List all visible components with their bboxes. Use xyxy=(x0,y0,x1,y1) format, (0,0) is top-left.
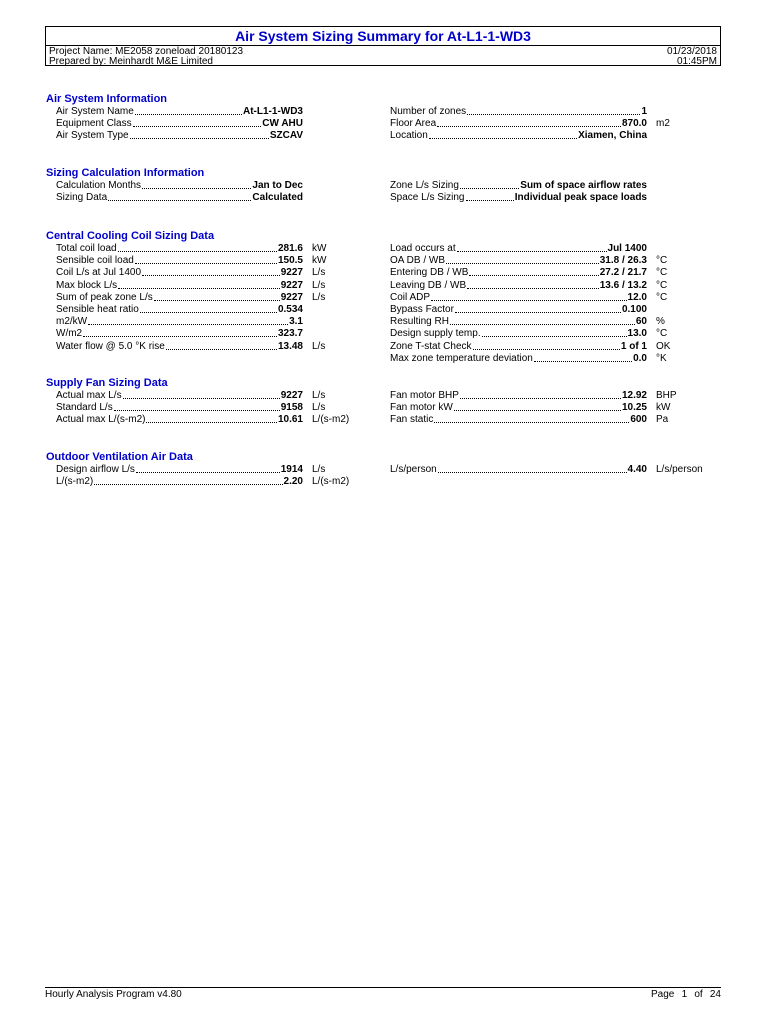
dot-leader xyxy=(166,349,277,350)
dot-leader xyxy=(482,336,627,337)
field-row xyxy=(390,292,647,304)
dot-leader xyxy=(438,472,627,473)
field-value: Individual peak space loads xyxy=(514,192,647,204)
field-value: 1 of 1 xyxy=(620,340,647,352)
dot-leader xyxy=(450,324,635,325)
project-name: Project Name: ME2058 zoneload 20180123 xyxy=(49,46,244,57)
field-row xyxy=(390,118,647,130)
dot-leader xyxy=(142,275,280,276)
field-label: Actual max L/s xyxy=(56,390,122,401)
field-unit: m2 xyxy=(656,118,670,130)
field-value: 60 xyxy=(635,316,647,328)
field-label: Max block L/s xyxy=(56,279,118,291)
dot-leader xyxy=(460,188,519,189)
dot-leader xyxy=(457,251,607,252)
page-number: 1 xyxy=(681,989,688,1000)
field-unit: L/(s-m2) xyxy=(312,476,350,488)
dot-leader xyxy=(142,188,251,189)
dot-leader xyxy=(467,288,599,289)
field-value: 27.2 / 21.7 xyxy=(599,267,647,279)
field-label: Zone L/s Sizing xyxy=(390,180,459,191)
section-title: Air System Information xyxy=(46,93,168,105)
page-total: 24 xyxy=(709,989,721,1000)
field-unit: kW xyxy=(656,402,671,414)
field-value: 13.48 xyxy=(277,340,303,352)
field-label: Location xyxy=(390,130,428,142)
field-unit: kW xyxy=(312,243,327,254)
field-row xyxy=(56,180,303,192)
field-label: Design supply temp. xyxy=(390,328,481,340)
report-time: 01:45PM xyxy=(676,56,717,67)
field-row xyxy=(390,280,647,292)
field-label: L/(s-m2) xyxy=(56,476,94,488)
field-label: Load occurs at xyxy=(390,243,456,254)
field-row xyxy=(56,118,303,130)
field-label: OA DB / WB xyxy=(390,255,446,267)
field-unit: L/s/person xyxy=(656,464,703,475)
dot-leader xyxy=(146,422,277,423)
dot-leader xyxy=(467,114,640,115)
page-of: of xyxy=(694,989,703,1000)
field-value: SZCAV xyxy=(269,130,303,142)
field-label: Resulting RH xyxy=(390,316,449,328)
field-unit: °C xyxy=(656,267,668,279)
field-value: 9227 xyxy=(280,279,303,291)
field-row xyxy=(56,316,303,328)
field-value: 9227 xyxy=(280,291,303,303)
field-unit: OK xyxy=(656,340,671,352)
field-label: Floor Area xyxy=(390,118,437,130)
field-value: At-L1-1-WD3 xyxy=(243,106,303,117)
dot-leader xyxy=(466,200,514,201)
field-label: Water flow @ 5.0 °K rise xyxy=(56,340,165,352)
section-title: Central Cooling Coil Sizing Data xyxy=(46,230,215,242)
dot-leader xyxy=(437,126,621,127)
dot-leader xyxy=(123,398,280,399)
field-label: Actual max L/(s-m2) xyxy=(56,414,146,426)
field-value: 13.0 xyxy=(627,328,647,340)
field-row xyxy=(390,192,647,204)
field-row xyxy=(390,328,647,340)
field-label: W/m2 xyxy=(56,328,83,340)
section-title: Supply Fan Sizing Data xyxy=(46,377,168,389)
field-label: Sum of peak zone L/s xyxy=(56,291,153,303)
field-row xyxy=(390,130,647,142)
field-unit: L/s xyxy=(312,402,326,414)
field-value: 9227 xyxy=(280,267,303,279)
field-row xyxy=(56,476,303,488)
field-row xyxy=(56,255,303,267)
field-row xyxy=(390,106,647,118)
field-unit: L/s xyxy=(312,291,326,303)
field-label: m2/kW xyxy=(56,316,88,328)
dot-leader xyxy=(88,324,288,325)
dot-leader xyxy=(154,300,280,301)
field-row xyxy=(56,414,303,426)
field-unit: L/s xyxy=(312,464,326,475)
field-row xyxy=(390,304,647,316)
field-value: Jan to Dec xyxy=(252,180,303,191)
field-label: Fan static xyxy=(390,414,434,426)
field-unit: °K xyxy=(656,352,667,364)
dot-leader xyxy=(429,138,577,139)
field-unit: L/s xyxy=(312,279,326,291)
field-label: Fan motor BHP xyxy=(390,390,459,401)
dot-leader xyxy=(118,288,280,289)
field-label: Space L/s Sizing xyxy=(390,192,465,204)
field-label: L/s/person xyxy=(390,464,437,475)
field-value: 0.534 xyxy=(277,304,303,315)
field-row xyxy=(56,304,303,316)
section-title: Outdoor Ventilation Air Data xyxy=(46,451,193,463)
section-title: Sizing Calculation Information xyxy=(46,167,205,179)
field-label: Total coil load xyxy=(56,243,117,254)
dot-leader xyxy=(114,410,280,411)
field-unit: °C xyxy=(656,328,668,340)
field-label: Number of zones xyxy=(390,106,467,117)
field-value: 3.1 xyxy=(289,316,303,328)
field-unit: % xyxy=(656,316,665,328)
field-row xyxy=(56,243,303,255)
field-unit: °C xyxy=(656,279,668,291)
dot-leader xyxy=(473,349,620,350)
field-unit: L/s xyxy=(312,340,326,352)
dot-leader xyxy=(135,263,277,264)
field-row xyxy=(56,390,303,402)
field-row xyxy=(56,292,303,304)
field-label: Equipment Class xyxy=(56,118,132,130)
field-row xyxy=(56,267,303,279)
field-value: 13.6 / 13.2 xyxy=(599,279,647,291)
field-value: Sum of space airflow rates xyxy=(520,180,647,191)
field-row xyxy=(56,341,303,353)
field-row xyxy=(390,267,647,279)
field-row xyxy=(390,353,647,365)
field-value: 281.6 xyxy=(277,243,303,254)
page-label: Page xyxy=(651,989,675,1000)
field-value: 12.0 xyxy=(627,291,647,303)
program-name: Hourly Analysis Program v4.80 xyxy=(45,989,182,1000)
field-value: 2.20 xyxy=(283,476,303,488)
dot-leader xyxy=(94,484,282,485)
field-row xyxy=(390,341,647,353)
report-header xyxy=(45,26,721,66)
field-value: Calculated xyxy=(252,192,303,204)
dot-leader xyxy=(135,114,242,115)
field-value: 0.0 xyxy=(633,352,647,364)
dot-leader xyxy=(469,275,598,276)
field-row xyxy=(56,328,303,340)
dot-leader xyxy=(534,361,632,362)
field-row xyxy=(390,255,647,267)
field-value: 12.92 xyxy=(621,390,647,401)
field-row xyxy=(56,280,303,292)
field-unit: BHP xyxy=(656,390,677,401)
field-unit: L/(s-m2) xyxy=(312,414,350,426)
dot-leader xyxy=(83,336,277,337)
field-row xyxy=(56,402,303,414)
field-row xyxy=(390,243,647,255)
field-row xyxy=(390,316,647,328)
page-indicator xyxy=(651,989,721,1000)
field-label: Calculation Months xyxy=(56,180,142,191)
dot-leader xyxy=(455,312,621,313)
dot-leader xyxy=(140,312,277,313)
field-value: 150.5 xyxy=(277,255,303,267)
field-label: Entering DB / WB xyxy=(390,267,469,279)
dot-leader xyxy=(446,263,599,264)
dot-leader xyxy=(136,472,280,473)
field-value: 323.7 xyxy=(277,328,303,340)
field-unit: °C xyxy=(656,255,668,267)
field-unit: L/s xyxy=(312,390,326,401)
dot-leader xyxy=(133,126,262,127)
field-value: 1914 xyxy=(280,464,303,475)
field-value: 31.8 / 26.3 xyxy=(599,255,647,267)
dot-leader xyxy=(431,300,627,301)
field-unit: kW xyxy=(312,255,327,267)
field-label: Sizing Data xyxy=(56,192,108,204)
field-value: 0.100 xyxy=(621,304,647,315)
field-row xyxy=(390,180,647,192)
field-value: 10.25 xyxy=(621,402,647,414)
field-row xyxy=(56,464,303,476)
field-label: Air System Type xyxy=(56,130,129,142)
field-label: Sensible heat ratio xyxy=(56,304,139,315)
field-row xyxy=(390,402,647,414)
field-label: Sensible coil load xyxy=(56,255,134,267)
field-value: 9158 xyxy=(280,402,303,414)
prepared-by: Prepared by: Meinhardt M&E Limited xyxy=(49,56,213,67)
dot-leader xyxy=(108,200,251,201)
dot-leader xyxy=(130,138,269,139)
field-row xyxy=(56,192,303,204)
dot-leader xyxy=(434,422,629,423)
dot-leader xyxy=(454,410,621,411)
field-value: 9227 xyxy=(280,390,303,401)
field-value: Xiamen, China xyxy=(578,130,647,142)
report-title: Air System Sizing Summary for At-L1-1-WD3 xyxy=(235,28,531,44)
field-unit: L/s xyxy=(312,267,326,279)
field-label: Leaving DB / WB xyxy=(390,279,467,291)
field-row xyxy=(390,414,647,426)
dot-leader xyxy=(460,398,621,399)
dot-leader xyxy=(118,251,277,252)
field-label: Air System Name xyxy=(56,106,134,117)
field-value: 10.61 xyxy=(277,414,303,426)
field-label: Design airflow L/s xyxy=(56,464,135,475)
field-unit: Pa xyxy=(656,414,669,426)
field-row xyxy=(390,390,647,402)
field-row xyxy=(56,130,303,142)
field-value: 4.40 xyxy=(627,464,647,475)
field-label: Coil ADP xyxy=(390,291,431,303)
footer-divider xyxy=(45,987,721,988)
field-label: Max zone temperature deviation xyxy=(390,352,533,364)
field-label: Fan motor kW xyxy=(390,402,453,414)
field-value: CW AHU xyxy=(262,118,303,130)
field-value: 600 xyxy=(630,414,647,426)
field-value: 870.0 xyxy=(621,118,647,130)
report-date: 01/23/2018 xyxy=(666,46,717,57)
field-value: 1 xyxy=(641,106,647,117)
field-label: Coil L/s at Jul 1400 xyxy=(56,267,142,279)
field-unit: °C xyxy=(656,291,668,303)
field-label: Zone T-stat Check xyxy=(390,340,472,352)
field-label: Standard L/s xyxy=(56,402,113,414)
field-label: Bypass Factor xyxy=(390,304,454,315)
field-row xyxy=(56,106,303,118)
field-value: Jul 1400 xyxy=(607,243,647,254)
field-row xyxy=(390,464,647,476)
